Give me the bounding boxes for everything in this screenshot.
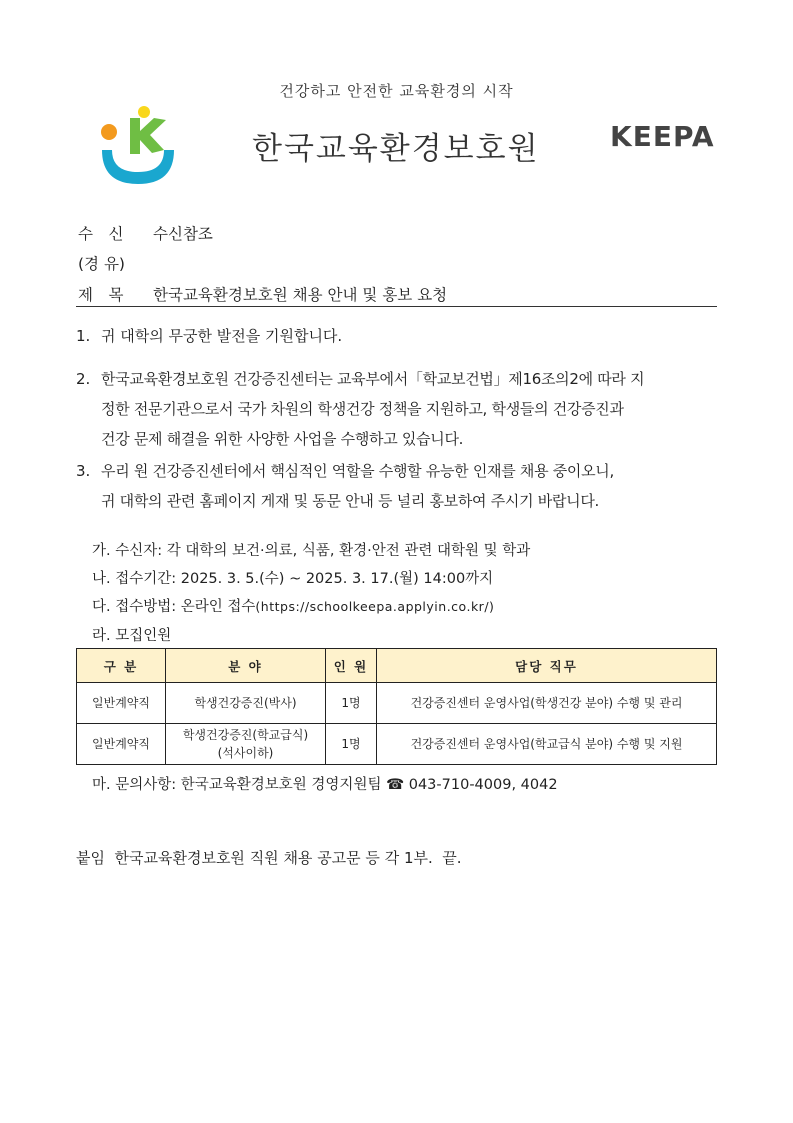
contact-phone: 043-710-4009, 4042: [408, 777, 558, 793]
paragraph-3: [76, 456, 721, 516]
cell-duty: 건강증진센터 운영사업(학교급식 분야) 수행 및 지원: [377, 724, 717, 765]
brand-logo-text: KEEPA: [610, 120, 715, 153]
cell-count: 1명: [326, 683, 377, 724]
detail-method-text: 다. 접수방법: 온라인 접수: [92, 599, 256, 615]
cell-field-line-1: 학생건강증진(학교급식): [182, 728, 309, 742]
subject-label: 제 목: [78, 286, 124, 304]
detail-method: [92, 595, 494, 616]
logo-orange-dot: [101, 124, 117, 140]
cell-duty: 건강증진센터 운영사업(학생건강 분야) 수행 및 관리: [377, 683, 717, 724]
application-url-link[interactable]: (https://schoolkeepa.applyin.co.kr/): [255, 599, 495, 614]
org-name: 한국교육환경보호원: [252, 131, 540, 167]
logo-green-k: [130, 118, 166, 154]
column-header-type: 구 분: [77, 649, 166, 683]
attachment-note: 붙임 한국교육환경보호원 직원 채용 공고문 등 각 1부. 끝.: [76, 849, 462, 867]
paragraph-1-text: 귀 대학의 무궁한 발전을 기원합니다.: [101, 327, 343, 345]
detail-contact: [92, 773, 558, 794]
header-divider: [76, 306, 717, 307]
paragraph-2-line-2: 정한 전문기관으로서 국가 차원의 학생건강 정책을 지원하고, 학생들의 건강증진과: [101, 400, 624, 418]
via-label: (경 유): [78, 255, 125, 273]
logo-yellow-dot: [138, 106, 150, 118]
cell-type: 일반계약직: [77, 724, 166, 765]
table-row: [77, 724, 717, 765]
paragraph-2-line-1: 한국교육환경보호원 건강증진센터는 교육부에서「학교보건법」제16조의2에 따라 지: [101, 370, 645, 388]
detail-recipients: 가. 수신자: 각 대학의 보건·의료, 식품, 환경·안전 관련 대학원 및 학과: [92, 543, 531, 559]
paragraph-2-number: 2.: [76, 370, 91, 388]
recruitment-table: [76, 648, 717, 765]
subject-value: 한국교육환경보호원 채용 안내 및 홍보 요청: [153, 286, 448, 304]
phone-icon: ☎: [386, 777, 405, 793]
paragraph-1: [76, 321, 721, 351]
column-header-field: 분 야: [166, 649, 326, 683]
logo-blue-smile: [102, 150, 174, 184]
cell-field: [166, 724, 326, 765]
cell-field-line-2: (석사이하): [217, 746, 274, 760]
recipient-label: 수 신: [78, 225, 124, 243]
cell-count: 1명: [326, 724, 377, 765]
paragraph-3-number: 3.: [76, 462, 91, 480]
recipient-value: 수신참조: [153, 225, 213, 243]
detail-period: 나. 접수기간: 2025. 3. 5.(수) ~ 2025. 3. 17.(월) 14:00까지: [92, 571, 494, 587]
paragraph-2-line-3: 건강 문제 해결을 위한 사양한 사업을 수행하고 있습니다.: [101, 430, 464, 448]
column-header-count: 인 원: [326, 649, 377, 683]
detail-positions: 라. 모집인원: [92, 628, 172, 644]
slogan: 건강하고 안전한 교육환경의 시작: [279, 82, 514, 100]
paragraph-3-line-1: 우리 원 건강증진센터에서 핵심적인 역할을 수행할 유능한 인재를 채용 중이오니,: [101, 462, 614, 480]
paragraph-2: [76, 364, 721, 454]
paragraph-1-number: 1.: [76, 327, 91, 345]
paragraph-3-line-2: 귀 대학의 관련 홈페이지 게재 및 동문 안내 등 널리 홍보하여 주시기 바랍니다.: [101, 492, 599, 510]
table-header-row: [77, 649, 717, 683]
column-header-duty: 담당 직무: [377, 649, 717, 683]
cell-type: 일반계약직: [77, 683, 166, 724]
table-row: [77, 683, 717, 724]
cell-field: [166, 683, 326, 724]
contact-text: 마. 문의사항: 한국교육환경보호원 경영지원팀: [92, 777, 382, 793]
org-logo: [98, 104, 182, 186]
cell-field-line-1: 학생건강증진(박사): [194, 696, 297, 710]
